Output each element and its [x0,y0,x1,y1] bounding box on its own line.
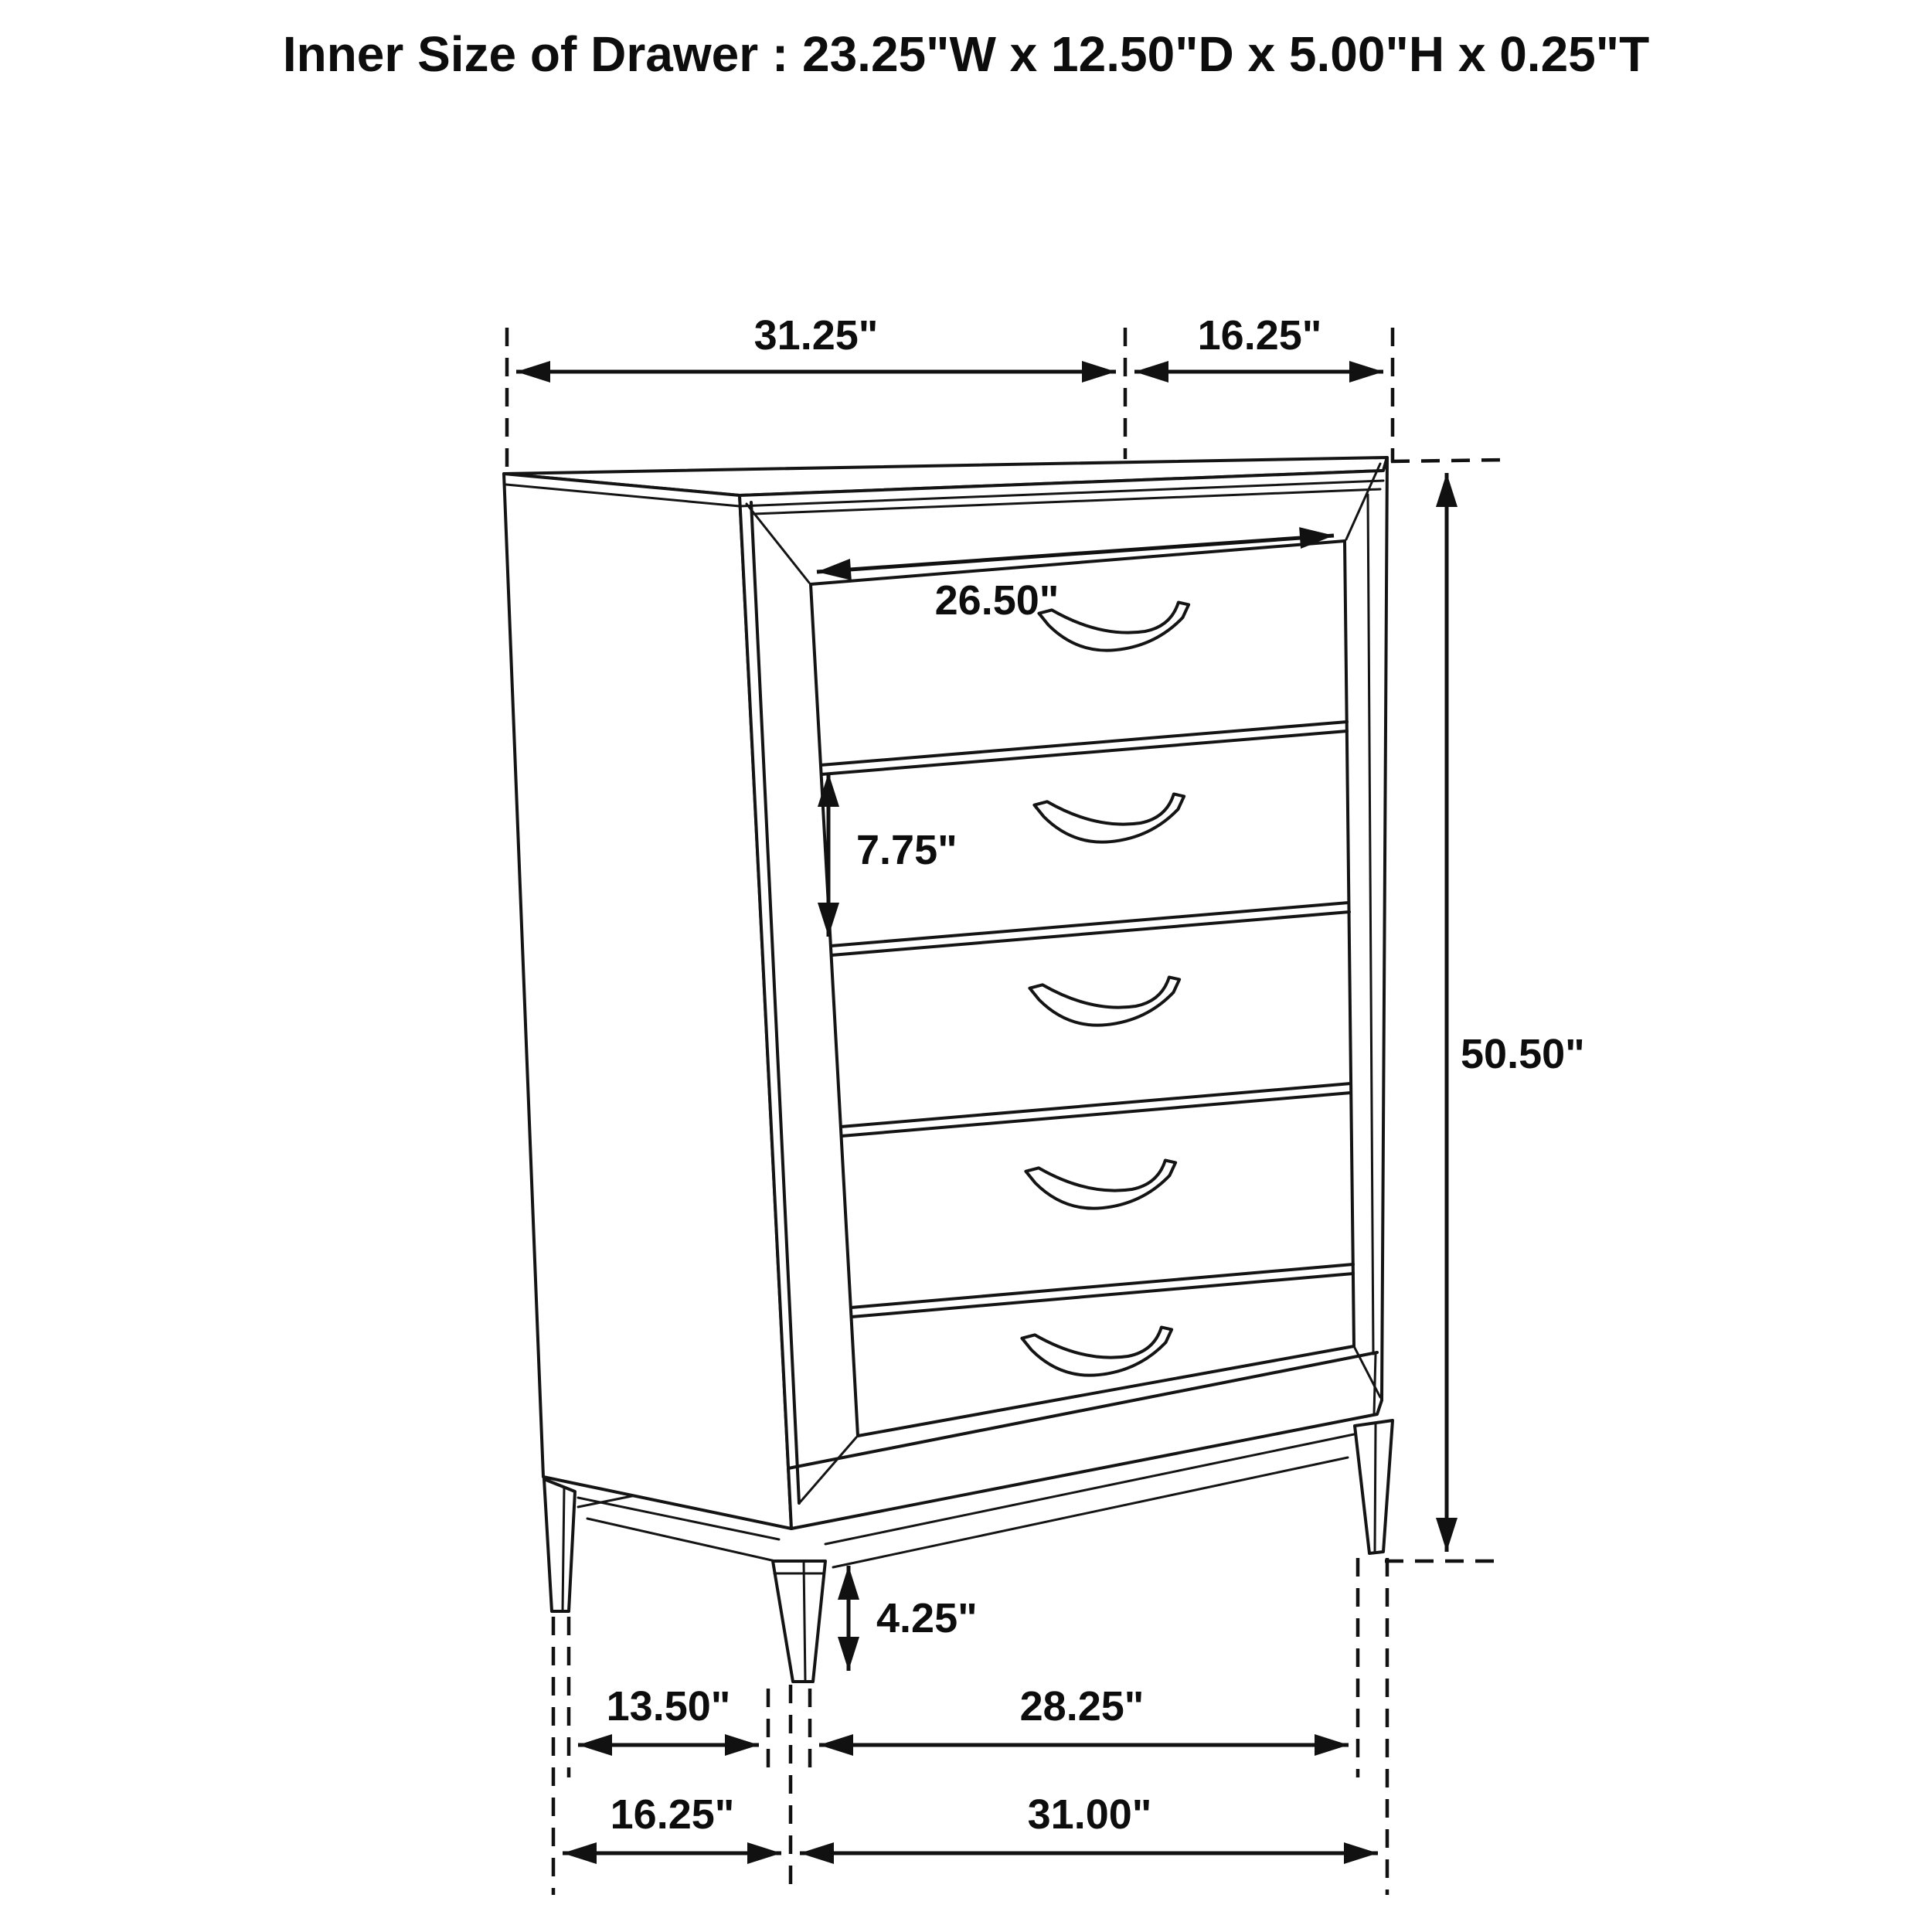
front-left-leg [773,1561,825,1682]
dimension-overall-height [1385,460,1585,1561]
dimension-floor-front-width [800,1791,1378,1853]
drawer-section-height-label: 7.75" [856,827,957,873]
front-right-leg [1355,1420,1393,1553]
top-depth-label: 16.25" [1197,312,1322,359]
floor-side-depth-label: 16.25" [610,1791,735,1838]
dimension-top-width [507,312,1125,470]
drawer-opening-width-label: 26.50" [934,577,1060,624]
floor-front-width-label: 31.00" [1027,1791,1152,1838]
back-left-leg [544,1479,575,1611]
dimension-leg-height [849,1566,978,1671]
dimension-floor-side-depth [563,1791,781,1853]
leg-height-label: 4.25" [876,1595,978,1641]
top-width-label: 31.25" [753,312,879,359]
floor-front-leg-span-label: 28.25" [1019,1683,1145,1730]
diagram-title: Inner Size of Drawer : 23.25"W x 12.50"D x 5.00"H x 0.25"T [282,26,1650,82]
dimension-top-depth [1134,312,1393,462]
overall-height-label: 50.50" [1461,1031,1585,1077]
floor-leg-inset-label: 13.50" [606,1683,731,1730]
dimension-floor-leg-inset [578,1683,759,1745]
dimension-floor-front-leg-span [819,1683,1349,1745]
